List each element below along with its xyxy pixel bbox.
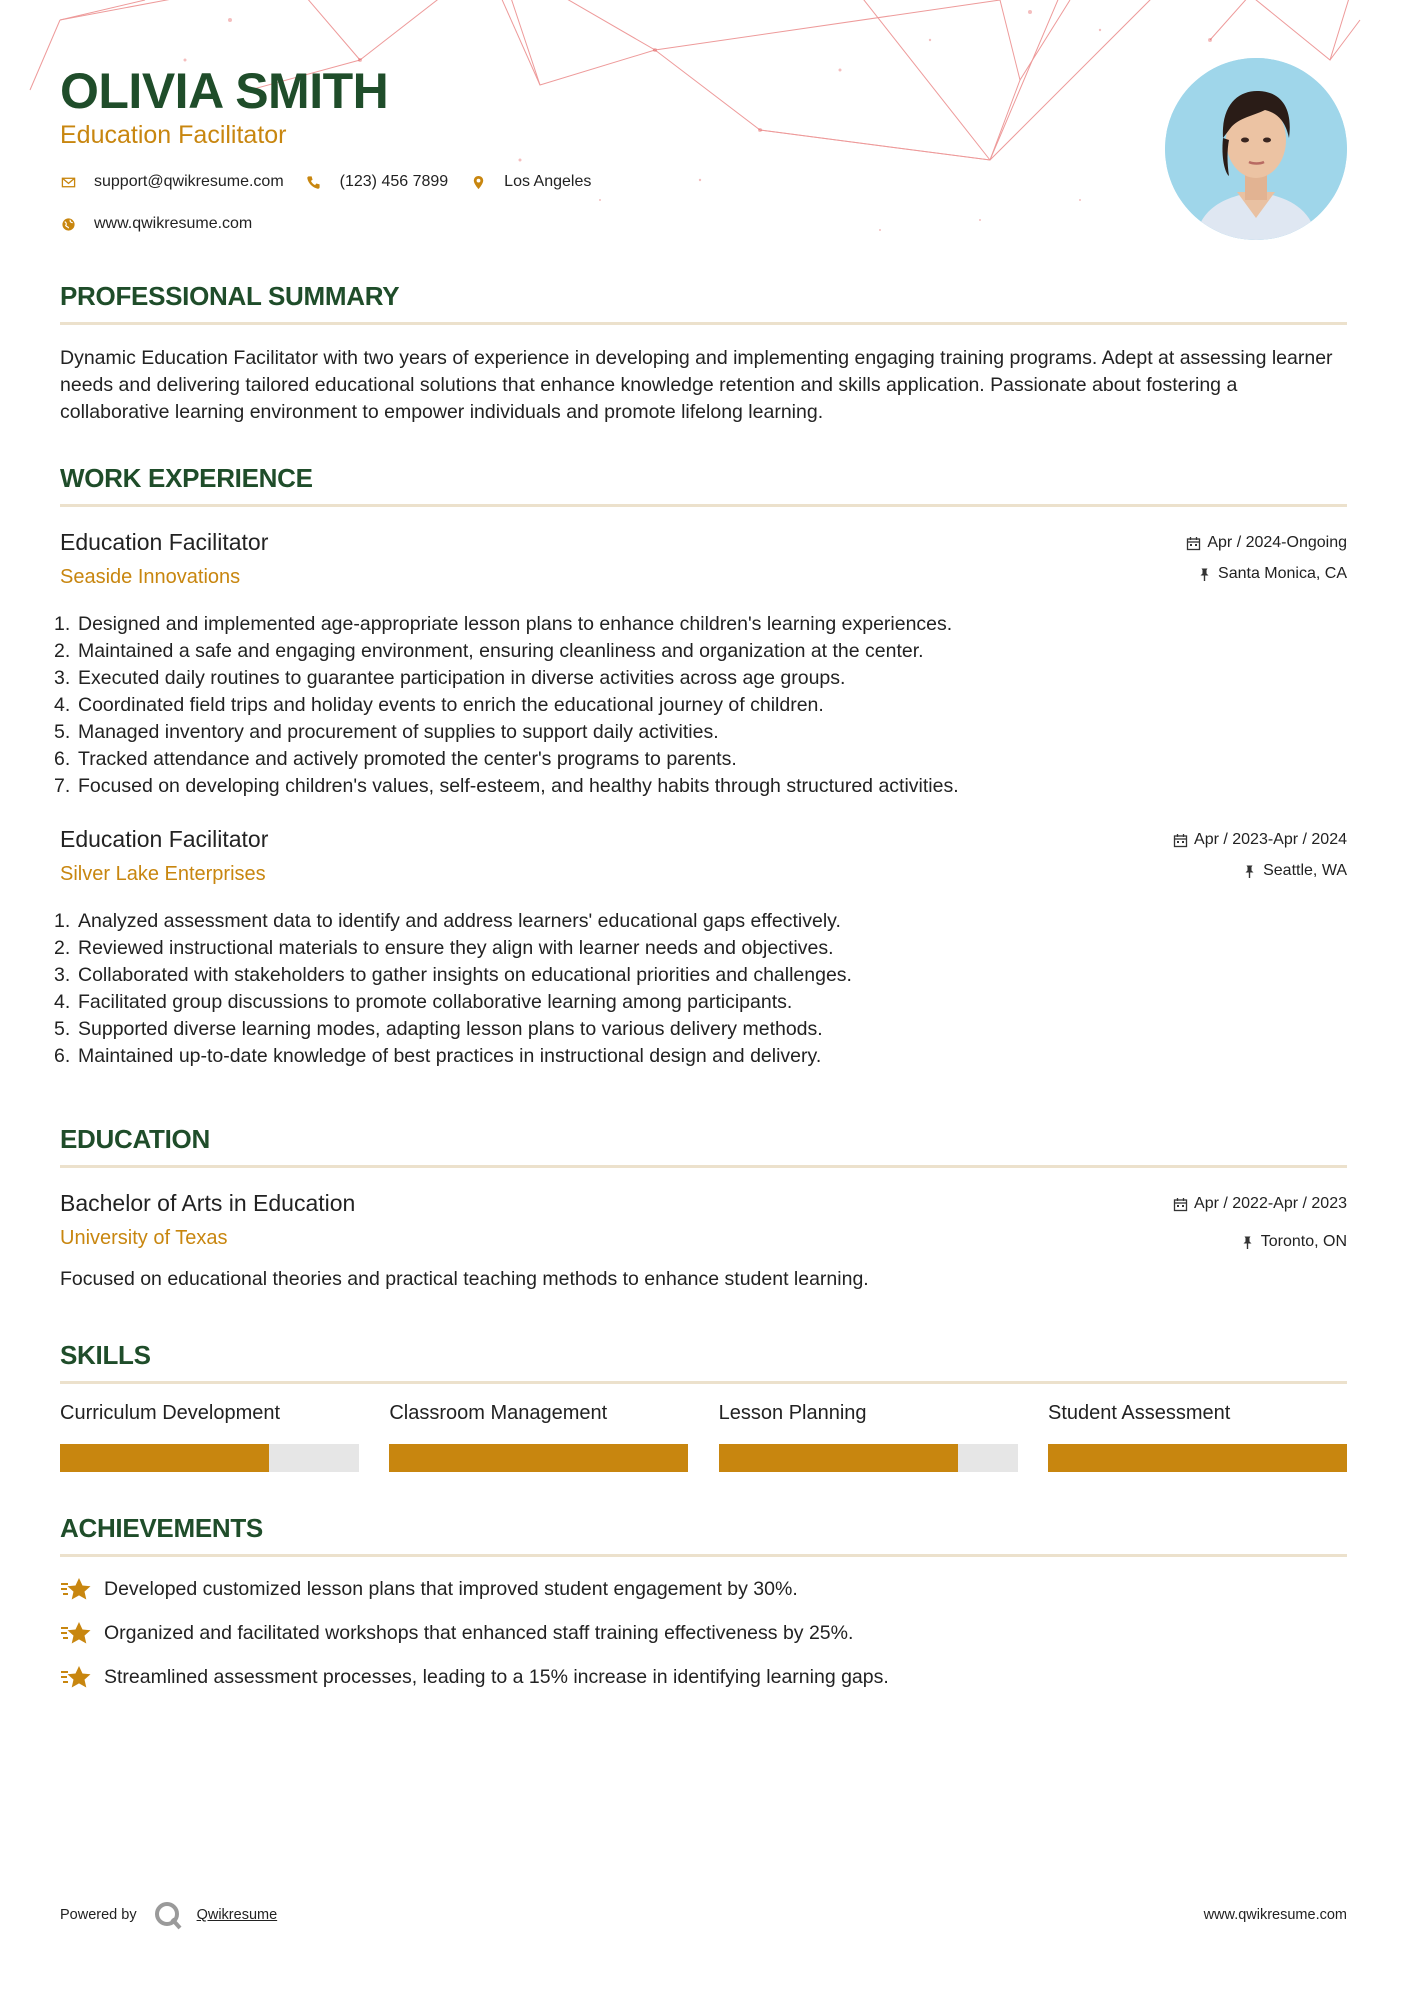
- pushpin-icon: [1242, 864, 1257, 879]
- section-divider: [60, 1554, 1347, 1557]
- phone-icon: [306, 174, 322, 190]
- job-company: Silver Lake Enterprises: [60, 863, 266, 885]
- job-bullet: Designed and implemented age-appropriate lesson plans to enhance children's learning experiences.: [78, 613, 953, 635]
- calendar-icon: [1173, 833, 1188, 848]
- job-location-text: Santa Monica, CA: [1218, 565, 1347, 582]
- skill-bar-fill: [60, 1444, 269, 1472]
- skill-item: [719, 1402, 1018, 1472]
- contact-email[interactable]: [60, 173, 284, 191]
- job-location-text: Seattle, WA: [1263, 862, 1347, 879]
- job-bullet: Maintained a safe and engaging environment, ensuring cleanliness and organization at the center.: [78, 640, 924, 662]
- footer-branding: [60, 1900, 277, 1930]
- resume-header: [60, 0, 1347, 260]
- achievements-section: [60, 1513, 1347, 1691]
- contact-row: [60, 173, 613, 191]
- job-meta: [1173, 830, 1347, 881]
- achievement-item: [60, 1575, 1347, 1603]
- candidate-title: Education Facilitator: [60, 121, 287, 149]
- education-location-text: Toronto, ON: [1260, 1233, 1347, 1250]
- job-bullet: Executed daily routines to guarantee participation in diverse activities across age groups.: [78, 667, 846, 689]
- contact-row-web: [60, 215, 274, 233]
- job-dates-text: Apr / 2024-Ongoing: [1207, 534, 1347, 551]
- star-badge-icon: [60, 1575, 92, 1603]
- section-divider: [60, 1165, 1347, 1168]
- education-heading: EDUCATION: [60, 1124, 210, 1154]
- qwikresume-link[interactable]: Qwikresume: [196, 1907, 278, 1923]
- contact-location: [470, 173, 591, 191]
- job-header: [60, 826, 1347, 896]
- job-location: [1186, 564, 1347, 584]
- contact-phone[interactable]: [306, 173, 449, 191]
- star-badge-icon: [60, 1619, 92, 1647]
- job-company: Seaside Innovations: [60, 566, 241, 588]
- globe-icon: [60, 216, 76, 232]
- summary-section: [60, 281, 1347, 426]
- skill-item: [389, 1402, 688, 1472]
- pushpin-icon: [1197, 567, 1212, 582]
- job-role: Education Facilitator: [60, 529, 269, 555]
- job-location: [1173, 861, 1347, 881]
- achievements-list: [60, 1575, 1347, 1691]
- work-heading: WORK EXPERIENCE: [60, 463, 313, 493]
- education-header: [60, 1190, 1347, 1260]
- skill-name: Student Assessment: [1047, 1402, 1231, 1424]
- qwikresume-logo-icon: [153, 1900, 183, 1930]
- job-bullet: Collaborated with stakeholders to gather insights on educational priorities and challenges.: [78, 964, 852, 986]
- job-dates-text: Apr / 2023-Apr / 2024: [1194, 831, 1347, 848]
- skill-name: Curriculum Development: [60, 1402, 281, 1424]
- skill-bar-fill: [389, 1444, 688, 1472]
- calendar-icon: [1173, 1197, 1188, 1212]
- job-bullet: Focused on developing children's values, self-esteem, and healthy habits through structured activities.: [78, 775, 959, 797]
- location-text: Los Angeles: [504, 173, 592, 190]
- job-bullet: Coordinated field trips and holiday events to enrich the educational journey of children.: [78, 694, 824, 716]
- skill-name: Classroom Management: [389, 1402, 608, 1424]
- skills-heading: SKILLS: [60, 1340, 151, 1370]
- school: University of Texas: [60, 1227, 228, 1249]
- achievement-item: [60, 1663, 1347, 1691]
- job-entry-2: [60, 826, 1347, 1070]
- job-bullet: Supported diverse learning modes, adapting lesson plans to various delivery methods.: [78, 1018, 823, 1040]
- skill-item: [1048, 1402, 1347, 1472]
- powered-by-label: Powered by: [60, 1907, 137, 1923]
- achievements-heading: ACHIEVEMENTS: [60, 1513, 263, 1543]
- job-bullet: Tracked attendance and actively promoted the center's programs to parents.: [78, 748, 737, 770]
- envelope-icon: [60, 174, 76, 190]
- job-entry-1: [60, 529, 1347, 800]
- skill-bar: [719, 1444, 1018, 1472]
- skill-bar: [389, 1444, 688, 1472]
- pushpin-icon: [1240, 1235, 1255, 1250]
- job-bullet: Maintained up-to-date knowledge of best practices in instructional design and delivery.: [78, 1045, 822, 1067]
- work-experience-section: [60, 463, 1347, 1070]
- profile-photo: [1165, 58, 1347, 240]
- job-bullet: Managed inventory and procurement of supplies to support daily activities.: [78, 721, 719, 743]
- map-pin-icon: [470, 174, 486, 190]
- job-bullet: Analyzed assessment data to identify and address learners' educational gaps effectively.: [78, 910, 841, 932]
- summary-text: Dynamic Education Facilitator with two years of experience in developing and implementing engaging training programs. Adept at assessing learner needs and delivering tailored educational solutions that enhance knowledge retention and skills application. Passionate about fostering a collaborative learning environment to empower individuals and promote lifelong learning.: [60, 347, 1333, 423]
- achievement-text: Organized and facilitated workshops that enhanced staff training effectiveness by 25%.: [104, 1621, 854, 1644]
- job-bullet: Facilitated group discussions to promote collaborative learning among participants.: [78, 991, 793, 1013]
- section-divider: [60, 1381, 1347, 1384]
- website-text: www.qwikresume.com: [94, 215, 253, 232]
- education-section: [60, 1124, 1347, 1291]
- achievement-text: Streamlined assessment processes, leading to a 15% increase in identifying learning gaps.: [104, 1665, 889, 1688]
- skill-bar: [1048, 1444, 1347, 1472]
- skill-bar-fill: [719, 1444, 958, 1472]
- education-dates-text: Apr / 2022-Apr / 2023: [1194, 1195, 1347, 1212]
- job-bullet: Reviewed instructional materials to ensure they align with learner needs and objectives.: [78, 937, 834, 959]
- skill-bar-fill: [1048, 1444, 1347, 1472]
- resume-content: [60, 0, 1347, 1688]
- calendar-icon: [1186, 536, 1201, 551]
- section-divider: [60, 322, 1347, 325]
- email-text: support@qwikresume.com: [94, 173, 284, 190]
- job-bullets: [60, 908, 1347, 1070]
- phone-text: (123) 456 7899: [339, 173, 449, 190]
- education-meta: [1173, 1194, 1347, 1252]
- star-badge-icon: [60, 1663, 92, 1691]
- skill-name: Lesson Planning: [718, 1402, 867, 1424]
- section-divider: [60, 504, 1347, 507]
- achievement-item: [60, 1619, 1347, 1647]
- candidate-name: OLIVIA SMITH: [60, 63, 389, 119]
- education-location: [1173, 1232, 1347, 1252]
- skills-section: [60, 1340, 1347, 1472]
- job-header: [60, 529, 1347, 599]
- achievement-text: Developed customized lesson plans that improved student engagement by 30%.: [104, 1577, 798, 1600]
- skill-bar: [60, 1444, 359, 1472]
- job-role: Education Facilitator: [60, 826, 269, 852]
- skill-item: [60, 1402, 359, 1472]
- footer-website[interactable]: www.qwikresume.com: [1203, 1907, 1347, 1923]
- resume-footer: [60, 1900, 1347, 1930]
- job-bullets: [60, 611, 1347, 800]
- contact-website[interactable]: [60, 215, 252, 233]
- education-entry: [60, 1190, 1347, 1291]
- summary-heading: PROFESSIONAL SUMMARY: [60, 281, 400, 311]
- degree: Bachelor of Arts in Education: [60, 1190, 356, 1216]
- skills-grid: [60, 1402, 1347, 1472]
- job-dates: [1173, 830, 1347, 850]
- job-meta: [1186, 533, 1347, 584]
- job-dates: [1186, 533, 1347, 553]
- education-dates: [1173, 1194, 1347, 1214]
- education-description: Focused on educational theories and practical teaching methods to enhance student learning.: [60, 1268, 869, 1290]
